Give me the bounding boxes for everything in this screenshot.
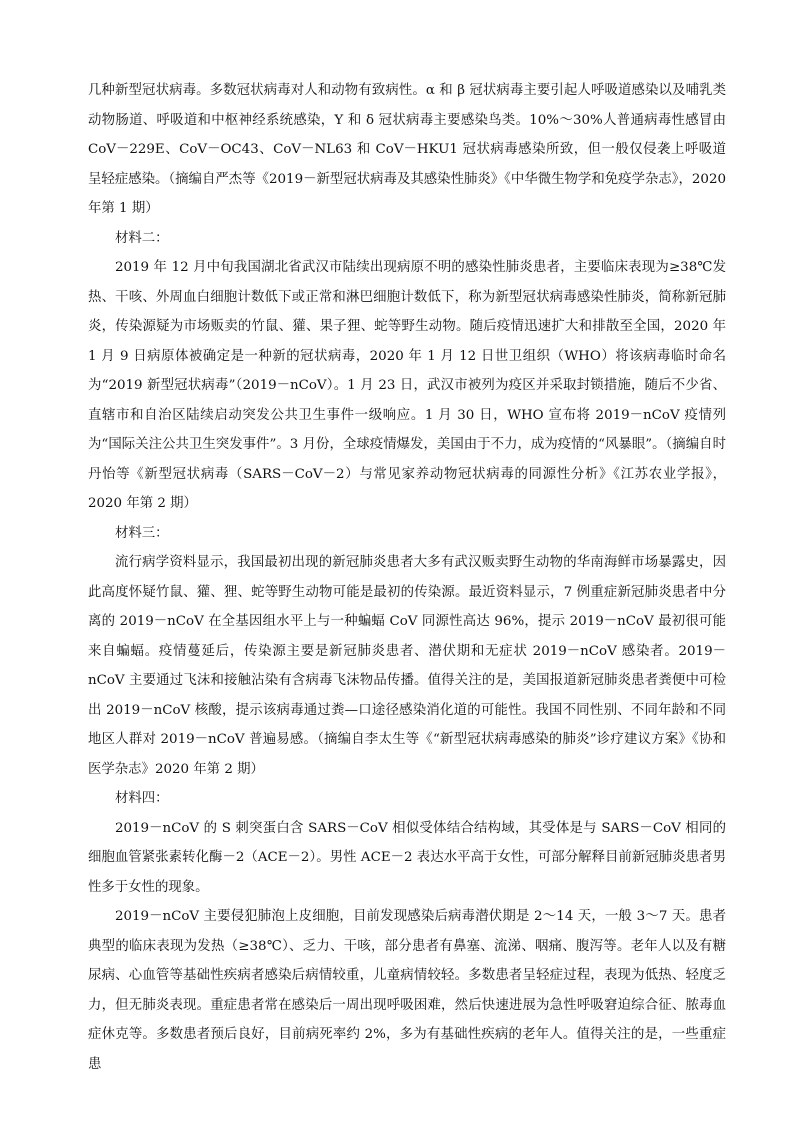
heading-material-2: 材料二： (115, 230, 169, 246)
paragraph-material-3: 流行病学资料显示，我国最初出现的新冠肺炎患者大多有武汉贩卖野生动物的华南海鲜市场暴露史，因此高度怀疑竹鼠、獾、狸、蛇等野生动物可能是最初的传染源。最近资料显示，7 例重症新冠肺炎患者中分离的 2019－nCoV 在全基因组水平上与一种蝙蝠 CoV 同源性高达 96%，提示 2019－nCoV 最初很可能来自蝙蝠。疫情蔓延后，传染源主要是新冠肺炎患者、潜伏期和无症状 2019－nCoV 感染者。2019－nCoV 主要通过飞沫和接触沾染有含病毒飞沫物品传播。值得关注的是，美国报道新冠肺炎患者粪便中可检出 2019－nCoV 核酸，提示该病毒通过粪—口途径感染消化道的可能性。我国不同性别、不同年龄和不同地区人群对 2019－nCoV 普遍易感。（摘编自李太生等《“新型冠状病毒感染的肺炎”诊疗建议方案》《协和医学杂志》2020 年第 2 期） (88, 555, 726, 777)
paragraph-material-4-part-2: 2019－nCoV 主要侵犯肺泡上皮细胞，目前发现感染后病毒潜伏期是 2～14 天，一般 3～7 天。患者典型的临床表现为发热（≥38℃）、乏力、干咳，部分患者有鼻塞、流涕、咽痛、腹泻等。老年人以及有糖尿病、心血管等基础性疾病者感染后病情较重，儿童病情较轻。多数患者呈轻症过程，表现为低热、轻度乏力，但无肺炎表现。重症患者常在感染后一周出现呼吸困难，然后快速进展为急性呼吸窘迫综合征、脓毒血症休克等。多数患者预后良好，目前病死率约 2%，多为有基础性疾病的老年人。值得关注的是，一些重症患 (88, 909, 726, 1072)
heading-material-4: 材料四： (115, 791, 169, 806)
paragraph-intro-continued: 几种新型冠状病毒。多数冠状病毒对人和动物有致病性。α 和 β 冠状病毒主要引起人呼吸道感染以及哺乳类动物肠道、呼吸道和中枢神经系统感染，Y 和 δ 冠状病毒主要感染鸟类。10%～30%人普通病毒性感冒由 CoV－229E、CoV－OC43、CoV－NL63 和 CoV－HKU1 冠状病毒感染所致，但一般仅侵袭上呼吸道呈轻症感染。（摘编自严杰等《2019－新型冠状病毒及其感染性肺炎》《中华微生物学和免疫学杂志》，2020 年第 1 期） (88, 83, 726, 216)
heading-material-3: 材料三： (115, 525, 169, 541)
paragraph-material-2: 2019 年 12 月中旬我国湖北省武汉市陆续出现病原不明的感染性肺炎患者，主要临床表现为≥38℃发热、干咳、外周血白细胞计数低下或正常和淋巴细胞计数低下，称为新型冠状病毒感染性肺炎，简称新冠肺炎，传染源疑为市场贩卖的竹鼠、獾、果子狸、蛇等野生动物。随后疫情迅速扩大和排散至全国，2020 年 1 月 9 日病原体被确定是一种新的冠状病毒，2020 年 1 月 12 日世卫组织（WHO）将该病毒临时命名为“2019 新型冠状病毒”（2019－nCoV）。1 月 23 日，武汉市被列为疫区并采取封锁措施，随后不少省、直辖市和自治区陆续启动突发公共卫生事件一级响应。1 月 30 日，WHO 宣布将 2019－nCoV 疫情列为“国际关注公共卫生突发事件”。3 月份，全球疫情爆发，美国由于不力，成为疫情的“风暴眼”。（摘编自时丹怡等《新型冠状病毒（SARS－CoV－2）与常见家养动物冠状病毒的同源性分析》《江苏农业学报》，2020 年第 2 期） (88, 260, 726, 511)
paragraph-material-4-part-1: 2019－nCoV 的 S 刺突蛋白含 SARS－CoV 相似受体结合结构域，其受体是与 SARS－CoV 相同的细胞血管紧张素转化酶－2（ACE－2）。男性 ACE－2 表达水平高于女性，可部分解释目前新冠肺炎患者男性多于女性的现象。 (88, 820, 726, 895)
